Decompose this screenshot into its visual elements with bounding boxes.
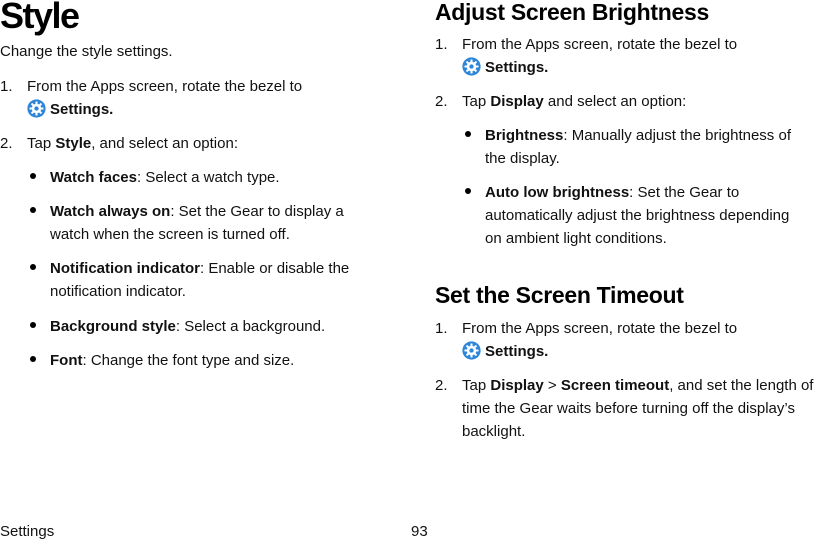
step-number: 1. [435, 320, 448, 337]
step-number: 2. [435, 377, 448, 394]
step-text: From the Apps screen, rotate the bezel to [462, 320, 738, 337]
step-number: 2. [0, 135, 13, 152]
bullet-item: Notification indicator: Enable or disable the [50, 260, 350, 277]
settings-link [462, 56, 548, 79]
settings-label: Settings. [485, 343, 549, 360]
bullet-dot [30, 356, 36, 362]
bullet-item: Watch faces: Select a watch type. [50, 169, 280, 186]
step-text-cont: backlight. [462, 423, 526, 440]
bullet-item: Brightness: Manually adjust the brightness of [485, 127, 791, 144]
settings-gear-icon [462, 57, 481, 76]
bullet-item-cont: automatically adjust the brightness depending [485, 207, 790, 224]
bullet-dot [465, 131, 471, 137]
step-text-cont: time the Gear waits before turning off the display’s [462, 400, 795, 417]
bullet-item: Auto low brightness: Set the Gear to [485, 184, 740, 201]
bullet-item-cont: notification indicator. [50, 283, 186, 300]
settings-label: Settings. [485, 59, 549, 76]
bullet-dot [30, 322, 36, 328]
step-text: Tap Display > Screen timeout, and set the length of [462, 377, 814, 394]
settings-gear-icon [27, 99, 46, 118]
bullet-item: Background style: Select a background. [50, 318, 326, 335]
section-heading-brightness: Adjust Screen Brightness [435, 0, 709, 25]
bullet-item-cont: on ambient light conditions. [485, 230, 667, 247]
step-text: From the Apps screen, rotate the bezel to [462, 36, 738, 53]
bullet-dot [30, 264, 36, 270]
step-number: 1. [435, 36, 448, 53]
bullet-dot [30, 207, 36, 213]
page-number: 93 [411, 523, 428, 540]
bullet-item-cont: watch when the screen is turned off. [50, 226, 290, 243]
step-text: Tap Style, and select an option: [27, 135, 238, 152]
step-text: From the Apps screen, rotate the bezel to [27, 78, 303, 95]
page-title: Style [0, 0, 79, 36]
bullet-item: Font: Change the font type and size. [50, 352, 295, 369]
footer-section: Settings [0, 523, 55, 540]
bullet-dot [465, 188, 471, 194]
settings-link [27, 98, 113, 121]
settings-label: Settings. [50, 101, 114, 118]
step-text: Tap Display and select an option: [462, 93, 687, 110]
step-number: 2. [435, 93, 448, 110]
intro-text: Change the style settings. [0, 43, 173, 60]
section-heading-timeout: Set the Screen Timeout [435, 282, 684, 308]
bullet-dot [30, 173, 36, 179]
bullet-item-cont: the display. [485, 150, 560, 167]
settings-link [462, 340, 548, 363]
bullet-item: Watch always on: Set the Gear to display a [50, 203, 344, 220]
step-number: 1. [0, 78, 13, 95]
settings-gear-icon [462, 341, 481, 360]
